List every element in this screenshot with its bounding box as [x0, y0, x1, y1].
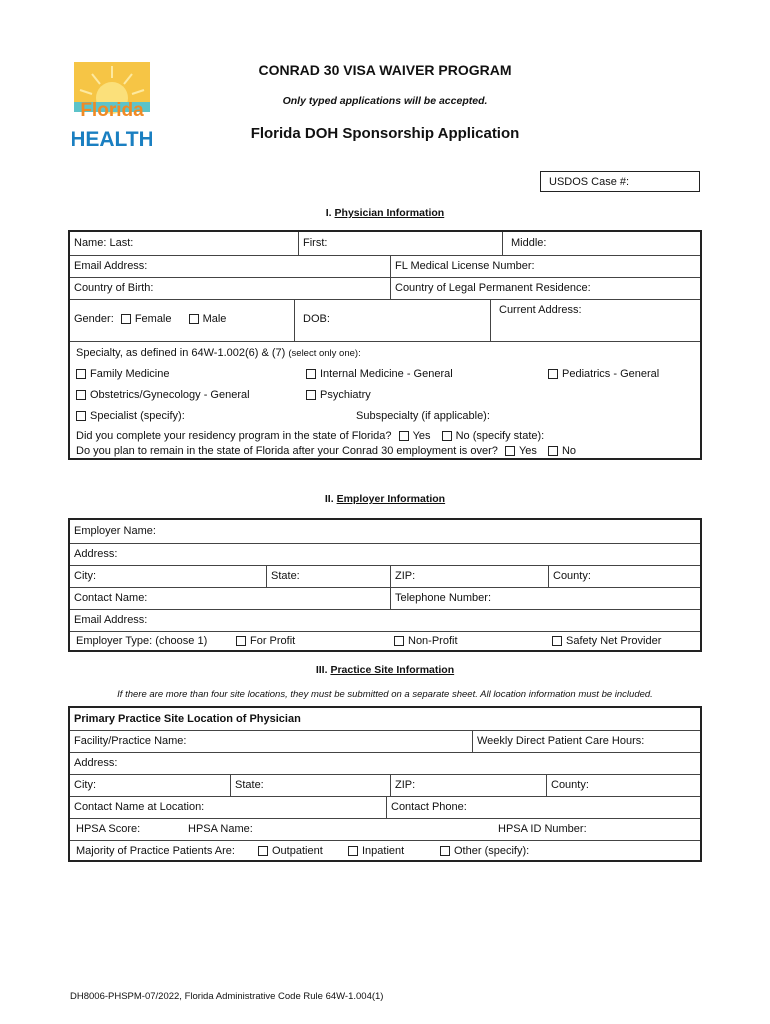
field-label: Address: — [74, 548, 118, 560]
table-row — [70, 543, 700, 566]
table-row — [70, 730, 700, 753]
site-state-field[interactable] — [230, 774, 390, 796]
field-label: Contact Phone: — [391, 801, 467, 813]
current-address-field[interactable] — [490, 299, 702, 341]
residency-no-label: No (specify state): — [455, 430, 545, 442]
remain-question-text: Do you plan to remain in the state of Florida after your Conrad 30 employment is over? — [76, 445, 498, 457]
field-label: State: — [271, 570, 300, 582]
field-label: Name: Last: — [74, 237, 134, 249]
primary-site-heading: Primary Practice Site Location of Physician — [74, 713, 301, 725]
field-label: Employer Name: — [74, 525, 156, 537]
remain-no-checkbox[interactable] — [548, 446, 558, 456]
subspecialty-field[interactable]: Subspecialty (if applicable): — [356, 410, 490, 422]
specialty-label: Specialty, as defined in 64W-1.002(6) & (7) (select only one): — [76, 347, 361, 359]
field-label: Country of Legal Permanent Residence: — [395, 282, 591, 294]
field-label: City: — [74, 779, 96, 791]
other-checkbox[interactable] — [440, 846, 450, 856]
male-label: Male — [202, 313, 227, 325]
field-label: First: — [303, 237, 328, 249]
employer-city-field[interactable] — [70, 565, 266, 587]
residency-question — [76, 430, 544, 442]
field-label: DOB: — [303, 313, 330, 325]
table-row — [70, 232, 700, 256]
site-contact-phone-field[interactable] — [386, 796, 702, 818]
remain-question — [76, 445, 576, 457]
non-profit-option[interactable]: Non-Profit — [394, 635, 458, 647]
field-label: Weekly Direct Patient Care Hours: — [477, 735, 645, 747]
practice-site-table — [68, 706, 702, 862]
logo-word-florida: Florida — [80, 100, 144, 121]
table-row — [70, 708, 700, 731]
form-footer: DH8006-PHSPM-07/2022, Florida Administrative Code Rule 64W-1.004(1) — [70, 991, 384, 1002]
field-label: Telephone Number: — [395, 592, 492, 604]
site-contact-name-field[interactable] — [70, 796, 386, 818]
pediatrics-option[interactable]: Pediatrics - General — [548, 368, 659, 380]
section-2-heading — [0, 493, 770, 505]
specialist-checkbox[interactable] — [76, 411, 86, 421]
employer-telephone-field[interactable] — [390, 587, 702, 609]
obgyn-option[interactable]: Obstetrics/Gynecology - General — [76, 389, 250, 401]
field-label: Email Address: — [74, 614, 148, 626]
employer-info-table — [68, 518, 702, 652]
employer-county-field[interactable] — [548, 565, 702, 587]
gender-label: Gender: — [74, 313, 114, 325]
program-title: CONRAD 30 VISA WAIVER PROGRAM — [258, 62, 512, 78]
internal-medicine-checkbox[interactable] — [306, 369, 316, 379]
weekly-hours-field[interactable] — [472, 730, 702, 752]
practice-site-note: If there are more than four site locations, they must be submitted on a separate sheet. All location information must be included. — [117, 689, 653, 700]
non-profit-checkbox[interactable] — [394, 636, 404, 646]
table-row — [70, 277, 700, 300]
typed-notice: Only typed applications will be accepted. — [282, 95, 488, 107]
family-medicine-option[interactable]: Family Medicine — [76, 368, 169, 380]
safety-net-checkbox[interactable] — [552, 636, 562, 646]
name-last-field[interactable] — [70, 232, 298, 255]
residency-question-text: Did you complete your residency program in the state of Florida? — [76, 430, 392, 442]
field-label: Middle: — [511, 237, 547, 249]
table-row — [70, 774, 700, 797]
field-label: Current Address: — [499, 304, 582, 316]
table-row — [70, 818, 700, 841]
first-name-field[interactable] — [298, 232, 502, 255]
other-option[interactable]: Other (specify): — [440, 845, 529, 857]
remain-no-label: No — [561, 445, 577, 457]
specialist-option[interactable]: Specialist (specify): — [76, 410, 185, 422]
section-3-title: Practice Site Information — [330, 664, 455, 676]
country-birth-field[interactable] — [70, 277, 390, 299]
site-county-field[interactable] — [546, 774, 702, 796]
section-1-title: Physician Information — [334, 207, 445, 219]
facility-name-field[interactable] — [70, 730, 472, 752]
usdos-case-field[interactable] — [540, 171, 700, 192]
physician-info-table — [68, 230, 702, 460]
for-profit-option[interactable]: For Profit — [236, 635, 295, 647]
psychiatry-option[interactable]: Psychiatry — [306, 389, 371, 401]
employer-state-field[interactable] — [266, 565, 390, 587]
female-checkbox[interactable] — [121, 314, 131, 324]
for-profit-checkbox[interactable] — [236, 636, 246, 646]
middle-name-field[interactable] — [502, 232, 702, 255]
field-label: County: — [551, 779, 589, 791]
field-label: Facility/Practice Name: — [74, 735, 187, 747]
field-label: Country of Birth: — [74, 282, 154, 294]
hpsa-score-field[interactable]: HPSA Score: — [76, 823, 141, 835]
field-label: Email Address: — [74, 260, 148, 272]
field-label: ZIP: — [395, 570, 416, 582]
male-checkbox[interactable] — [189, 314, 199, 324]
outpatient-checkbox[interactable] — [258, 846, 268, 856]
employer-zip-field[interactable] — [390, 565, 548, 587]
employer-type-label: Employer Type: (choose 1) — [76, 635, 208, 647]
obgyn-checkbox[interactable] — [76, 390, 86, 400]
remain-yes-label: Yes — [518, 445, 537, 457]
inpatient-option[interactable]: Inpatient — [348, 845, 404, 857]
employer-contact-name-field[interactable] — [70, 587, 390, 609]
family-medicine-checkbox[interactable] — [76, 369, 86, 379]
section-3-heading — [0, 664, 770, 676]
table-row — [70, 609, 700, 632]
female-label: Female — [134, 313, 172, 325]
residency-no-checkbox[interactable] — [442, 431, 452, 441]
section-2-number: II. — [324, 493, 334, 505]
field-label: City: — [74, 570, 96, 582]
majority-label: Majority of Practice Patients Are: — [76, 845, 235, 857]
site-city-field[interactable] — [70, 774, 230, 796]
field-label: FL Medical License Number: — [395, 260, 535, 272]
residency-yes-checkbox[interactable] — [399, 431, 409, 441]
field-label: County: — [553, 570, 591, 582]
country-residence-field[interactable] — [390, 277, 702, 299]
inpatient-checkbox[interactable] — [348, 846, 358, 856]
field-label: Contact Name: — [74, 592, 148, 604]
remain-yes-checkbox[interactable] — [505, 446, 515, 456]
section-1-number: I. — [325, 207, 332, 219]
form-title: Florida DOH Sponsorship Application — [250, 125, 520, 142]
hpsa-id-field[interactable]: HPSA ID Number: — [498, 823, 587, 835]
specialty-block — [70, 341, 700, 460]
section-3-number: III. — [315, 664, 328, 676]
pediatrics-checkbox[interactable] — [548, 369, 558, 379]
employer-name-field[interactable] — [70, 520, 702, 543]
outpatient-option[interactable]: Outpatient — [258, 845, 323, 857]
table-row — [70, 255, 700, 278]
internal-medicine-option[interactable]: Internal Medicine - General — [306, 368, 453, 380]
field-label: Contact Name at Location: — [74, 801, 205, 813]
employer-email-field[interactable] — [70, 609, 702, 631]
field-label: ZIP: — [395, 779, 416, 791]
table-row — [70, 299, 700, 342]
table-row — [70, 520, 700, 544]
fl-license-field[interactable] — [390, 255, 702, 277]
site-address-field[interactable] — [70, 752, 702, 774]
email-field[interactable] — [70, 255, 390, 277]
safety-net-option[interactable]: Safety Net Provider — [552, 635, 661, 647]
employer-address-field[interactable] — [70, 543, 702, 565]
table-row — [70, 587, 700, 610]
site-zip-field[interactable] — [390, 774, 546, 796]
table-row — [70, 840, 700, 862]
dob-field[interactable] — [294, 299, 490, 341]
hpsa-name-field[interactable]: HPSA Name: — [188, 823, 253, 835]
residency-yes-label: Yes — [412, 430, 431, 442]
section-2-title: Employer Information — [336, 493, 446, 505]
table-row — [70, 631, 700, 652]
table-row — [70, 752, 700, 775]
table-row — [70, 565, 700, 588]
field-label: Address: — [74, 757, 118, 769]
psychiatry-checkbox[interactable] — [306, 390, 316, 400]
section-1-heading — [0, 207, 770, 219]
gender-field — [70, 299, 294, 341]
usdos-case-label: USDOS Case #: — [549, 176, 630, 188]
table-row — [70, 796, 700, 819]
logo-word-health: HEALTH — [72, 128, 152, 150]
field-label: State: — [235, 779, 264, 791]
